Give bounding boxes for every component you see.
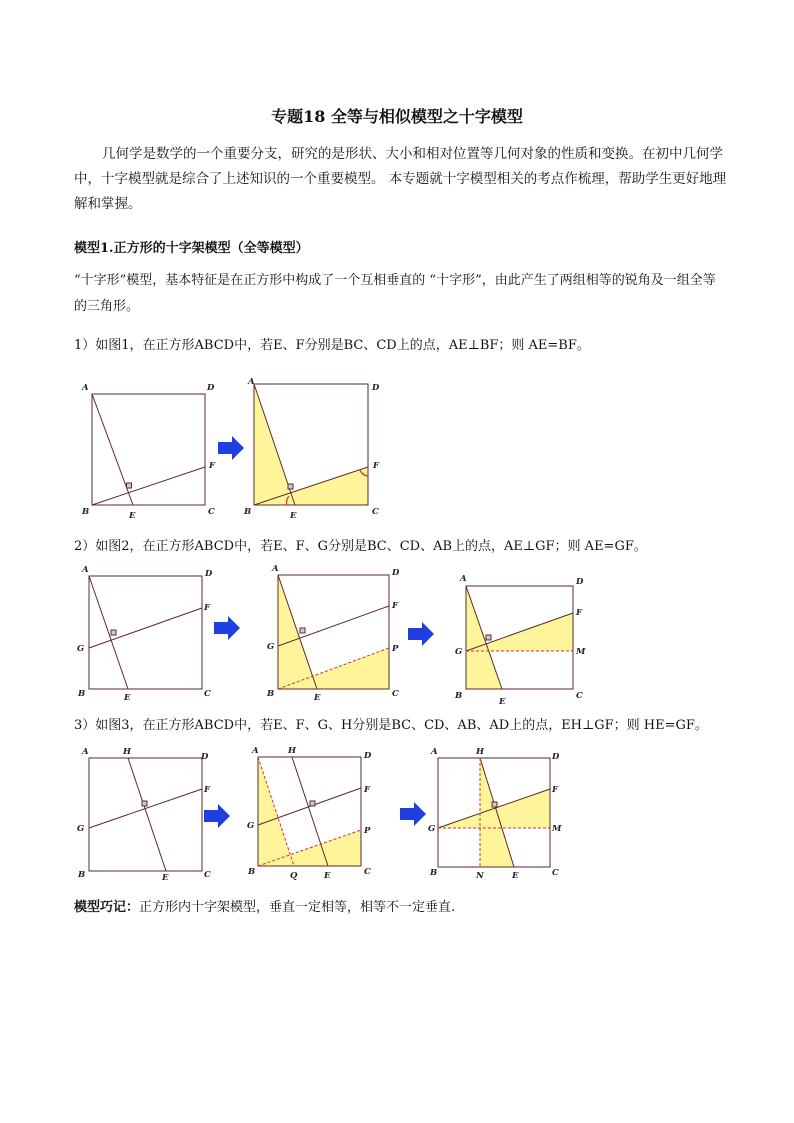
point-label: C bbox=[364, 867, 371, 877]
figure-1a-labels bbox=[81, 383, 216, 521]
point-label: D bbox=[392, 568, 400, 578]
point-label: F bbox=[364, 785, 371, 795]
point-label: B bbox=[244, 507, 252, 517]
right-angle-mark bbox=[111, 630, 116, 635]
right-angle-mark bbox=[127, 483, 132, 488]
point-label: A bbox=[431, 747, 438, 757]
right-angle-mark bbox=[142, 801, 147, 806]
figure-1 bbox=[78, 376, 398, 522]
square-abcd-1a bbox=[92, 394, 205, 505]
point-label: F bbox=[552, 785, 559, 795]
point-label: B bbox=[78, 689, 86, 699]
point-label: F bbox=[392, 601, 399, 611]
section-heading: 模型1.正方形的十字架模型（全等模型） bbox=[74, 241, 309, 256]
page-title: 专题18 全等与相似模型之十字模型 bbox=[271, 107, 523, 126]
point-label: A bbox=[460, 574, 467, 584]
point-label: C bbox=[204, 870, 211, 880]
point-label: A bbox=[82, 383, 89, 393]
point-label: F bbox=[576, 608, 583, 618]
point-label: E bbox=[499, 697, 506, 707]
figure-2 bbox=[74, 562, 594, 708]
point-label: G bbox=[77, 644, 85, 654]
point-label: D bbox=[201, 752, 209, 762]
right-angle-mark bbox=[492, 802, 497, 807]
point-label: E bbox=[124, 693, 131, 703]
point-label: E bbox=[512, 871, 519, 881]
point-label: C bbox=[392, 689, 399, 699]
tip-text: 正方形内十字架模型，垂直一定相等，相等不一定垂直. bbox=[139, 900, 456, 915]
point-label: E bbox=[324, 871, 331, 881]
point-label: D bbox=[372, 383, 380, 393]
point-label: C bbox=[552, 868, 559, 878]
point-label: E bbox=[162, 873, 169, 883]
point-label: F bbox=[204, 785, 211, 795]
point-label: A bbox=[248, 377, 255, 387]
arrow-icon bbox=[204, 804, 230, 828]
intro-paragraph: 几何学是数学的一个重要分支，研究的是形状、大小和相对位置等几何对象的性质和变换。在初中几何学中，十字模型就是综合了上述知识的一个重要模型。 本专题就十字模型相关的考点作梳理，帮助学生更好地理解和掌握。 bbox=[74, 146, 727, 212]
point-label: H bbox=[288, 746, 297, 756]
point-label: E bbox=[129, 511, 136, 521]
point-label: F bbox=[373, 461, 380, 471]
point-label: B bbox=[248, 867, 256, 877]
point-label: A bbox=[82, 565, 89, 575]
point-label: D bbox=[576, 577, 584, 587]
point-label: D bbox=[552, 752, 560, 762]
case-1-label: 1）如图1，在正方形ABCD中，若E、F分别是BC、CD上的点，AE⊥BF；则 AE=BF。 bbox=[74, 338, 590, 353]
case-2-label: 2）如图2，在正方形ABCD中，若E、F、G分别是BC、CD、AB上的点，AE⊥GF；则 AE=GF。 bbox=[74, 539, 647, 554]
point-label: C bbox=[372, 507, 379, 517]
point-label: P bbox=[392, 644, 399, 654]
point-label: F bbox=[204, 603, 211, 613]
arrow-icon bbox=[214, 616, 240, 640]
point-label: B bbox=[82, 507, 90, 517]
point-label: D bbox=[205, 569, 213, 579]
point-label: B bbox=[78, 870, 86, 880]
point-label: C bbox=[204, 689, 211, 699]
point-label: G bbox=[247, 821, 255, 831]
point-label: G bbox=[455, 647, 463, 657]
tip-label: 模型巧记： bbox=[74, 900, 140, 915]
arrow-icon bbox=[408, 622, 434, 646]
point-label: C bbox=[576, 691, 583, 701]
point-label: F bbox=[209, 461, 216, 471]
point-label: B bbox=[430, 868, 438, 878]
arrow-icon bbox=[218, 436, 244, 460]
tip-line bbox=[74, 895, 728, 920]
point-label: G bbox=[77, 824, 85, 834]
section-description: “十字形”模型，基本特征是在正方形中构成了一个互相垂直的 “十字形”，由此产生了两组相等的锐角及一组全等的三角形。 bbox=[74, 273, 716, 314]
figure-3 bbox=[74, 744, 594, 884]
point-label: D bbox=[207, 383, 215, 393]
point-label: B bbox=[455, 691, 463, 701]
arrow-icon bbox=[400, 802, 426, 826]
point-label: A bbox=[272, 564, 279, 574]
point-label: M bbox=[576, 647, 586, 657]
point-label: H bbox=[476, 747, 485, 757]
point-label: M bbox=[552, 824, 562, 834]
right-angle-mark bbox=[300, 628, 305, 633]
point-label: A bbox=[252, 746, 259, 756]
right-angle-mark bbox=[288, 484, 293, 489]
point-label: G bbox=[428, 824, 436, 834]
segment-bf bbox=[92, 467, 205, 505]
point-label: Q bbox=[290, 871, 298, 881]
right-angle-mark bbox=[310, 801, 315, 806]
point-label: G bbox=[267, 642, 275, 652]
point-label: D bbox=[364, 751, 372, 761]
point-label: B bbox=[267, 689, 275, 699]
point-label: A bbox=[82, 747, 89, 757]
point-label: N bbox=[476, 871, 484, 881]
point-label: C bbox=[208, 507, 215, 517]
point-label: H bbox=[123, 747, 132, 757]
point-label: P bbox=[364, 826, 371, 836]
right-angle-mark bbox=[486, 635, 491, 640]
case-3-label: 3）如图3，在正方形ABCD中，若E、F、G、H分别是BC、CD、AB、AD上的点，EH⊥GF；则 HE=GF。 bbox=[74, 718, 708, 733]
point-label: E bbox=[290, 511, 297, 521]
point-label: E bbox=[314, 693, 321, 703]
